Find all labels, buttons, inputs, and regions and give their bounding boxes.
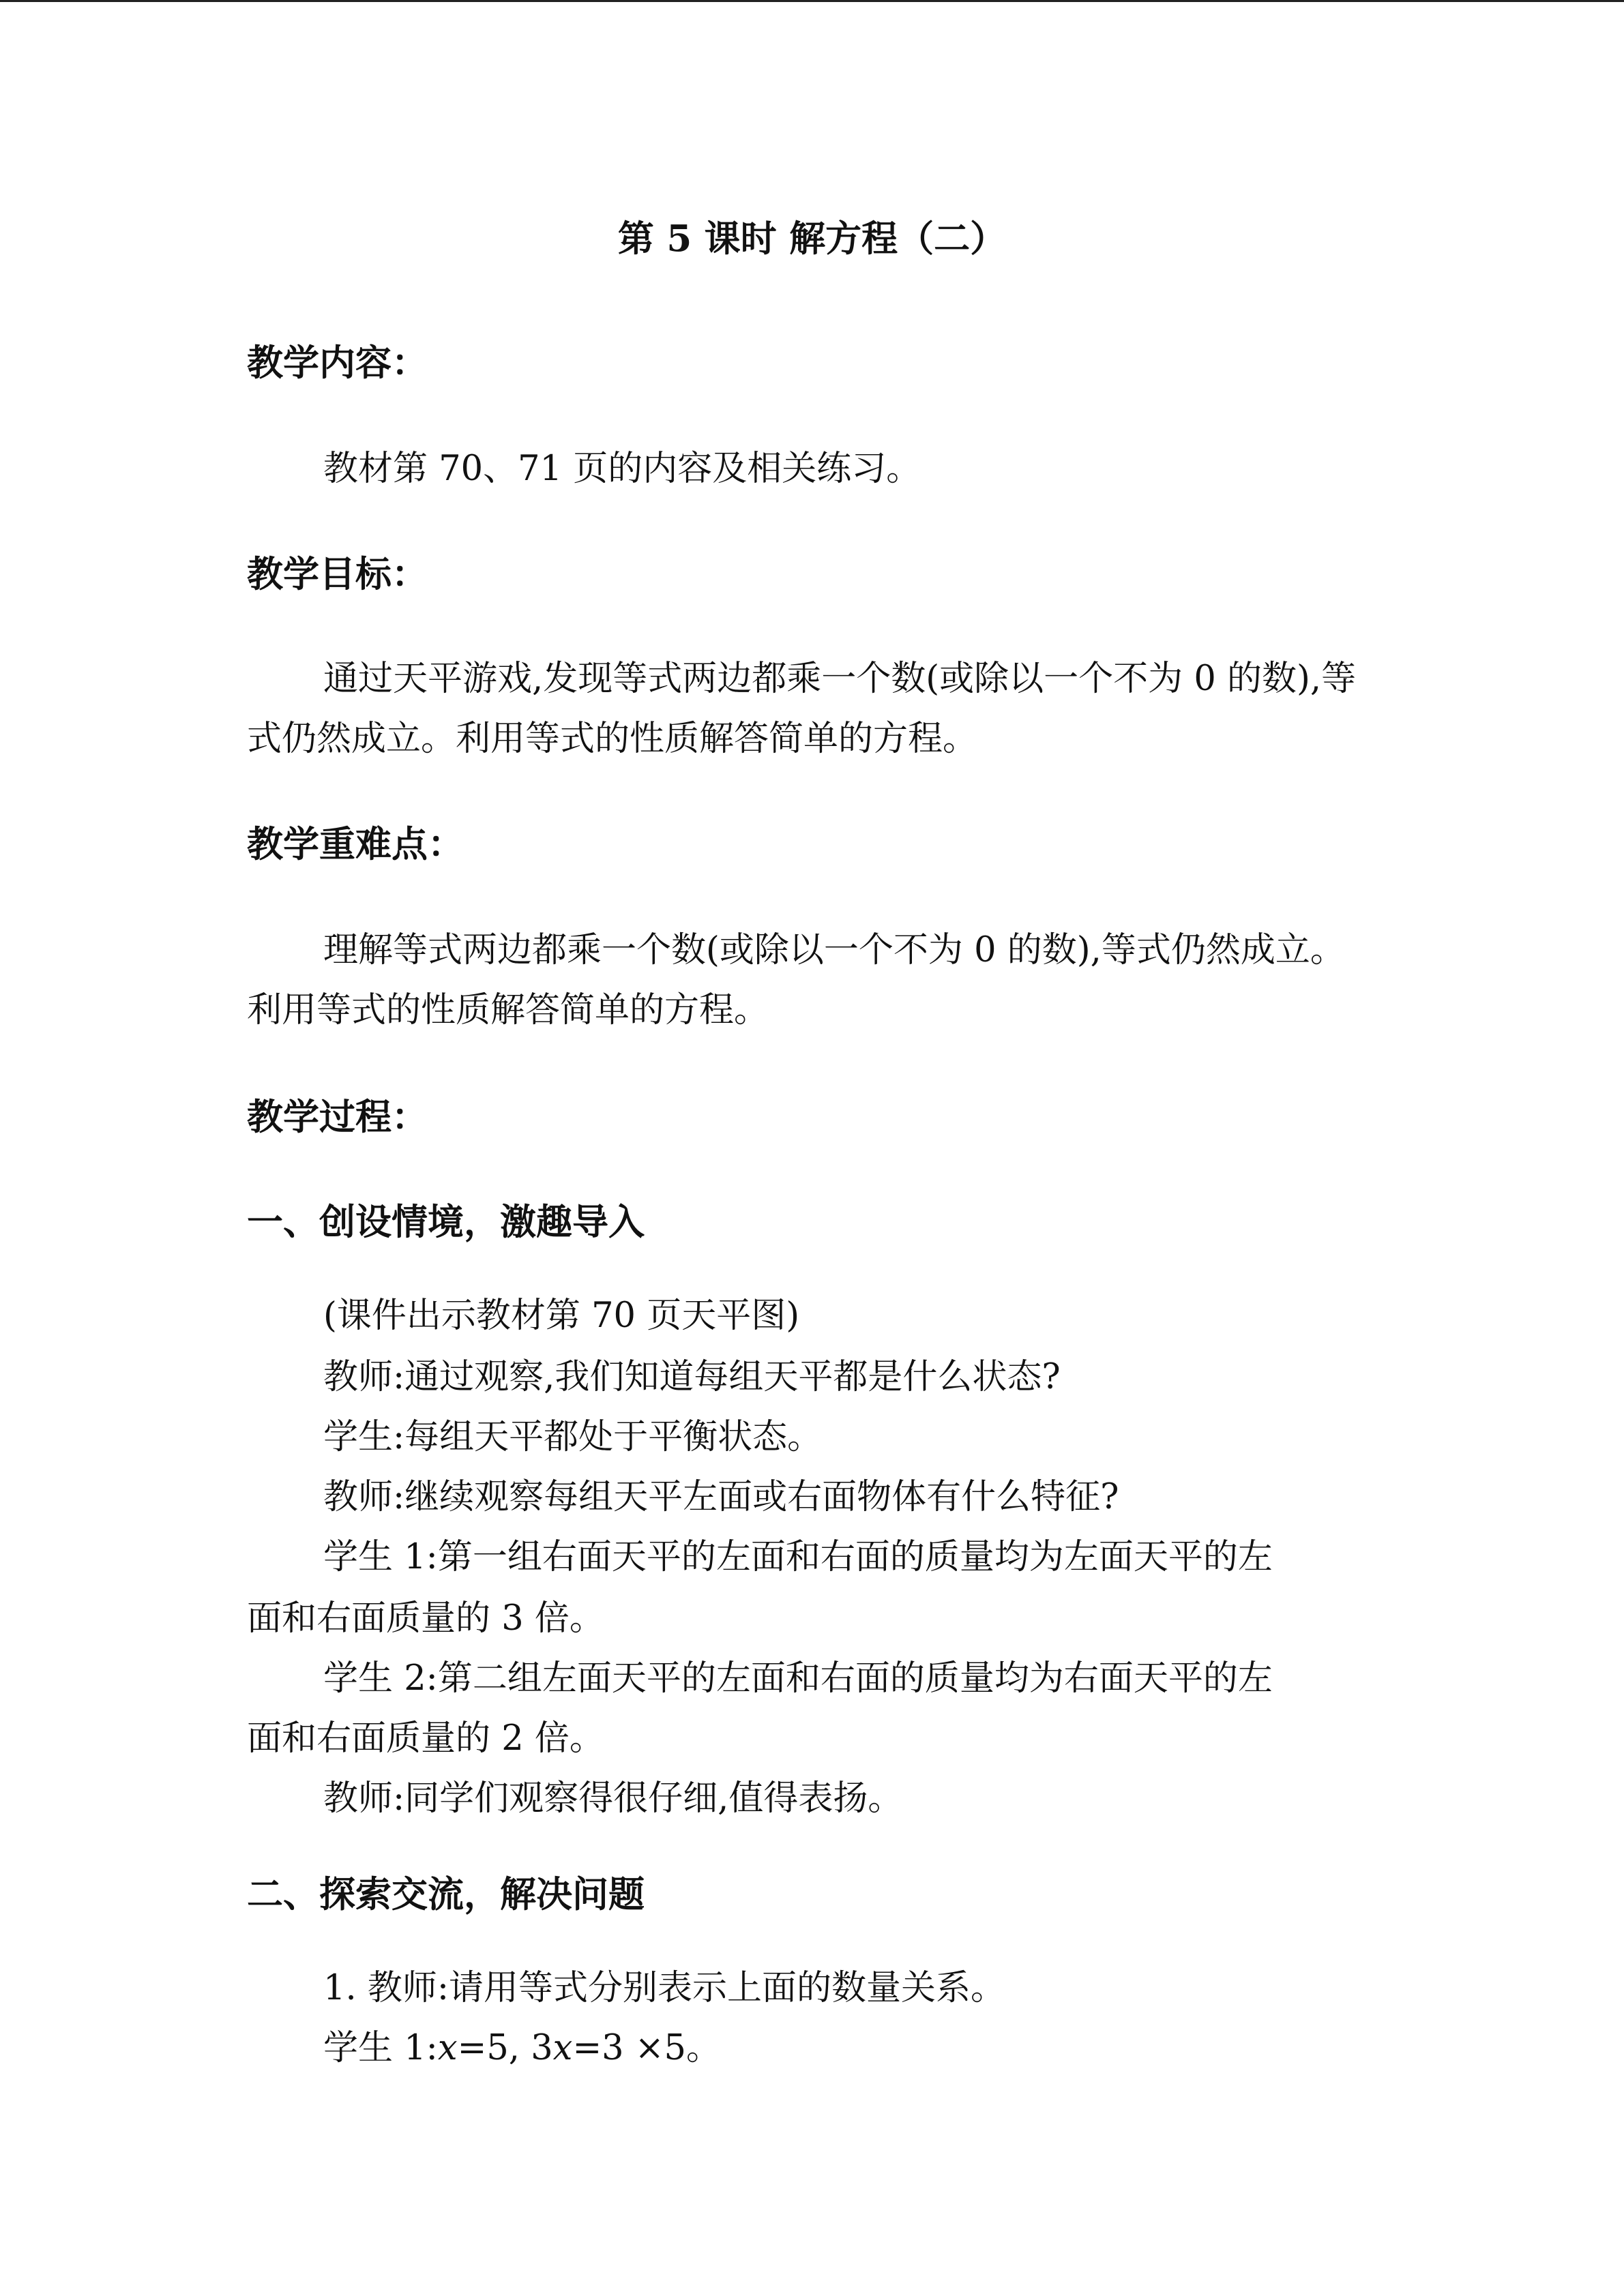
- key-points-text: 理解等式两边都乘一个数(或除以一个不为 0 的数),等式仍然成立。利用等式的性质解答简单的方程。: [247, 930, 1345, 1030]
- heading-part-two: 二、探索交流，解决问题: [247, 1873, 645, 1915]
- teaching-goals-text: 通过天平游戏,发现等式两边都乘一个数(或除以一个不为 0 的数),等式仍然成立。利用等式的性质解答简单的方程。: [247, 659, 1357, 759]
- equation-prefix: 学生 1:: [323, 2028, 438, 2068]
- part-one-line: 学生 1:第一组右面天平的左面和右面的质量均为左面天平的左: [323, 1537, 1273, 1577]
- part-two-line: 1. 教师:请用等式分别表示上面的数量关系。: [323, 1968, 1006, 2008]
- equation-part: =3 ×5。: [572, 2028, 722, 2068]
- part-one-line: 教师:继续观察每组天平左面或右面物体有什么特征?: [323, 1477, 1119, 1517]
- heading-teaching-process: 教学过程：: [247, 1096, 428, 1138]
- part-one-line: 学生 2:第二组左面天平的左面和右面的质量均为右面天平的左: [323, 1658, 1273, 1699]
- part-one-line: 教师:同学们观察得很仔细,值得表扬。: [323, 1778, 903, 1819]
- part-one-line: 教师:通过观察,我们知道每组天平都是什么状态?: [323, 1357, 1061, 1397]
- heading-teaching-goals: 教学目标：: [247, 553, 428, 595]
- document-title: 第 5 课时 解方程（二）: [617, 218, 1007, 260]
- part-one-line: (课件出示教材第 70 页天平图): [323, 1296, 800, 1336]
- heading-part-one: 一、创设情境，激趣导入: [247, 1201, 645, 1243]
- equation-part: =5, 3: [457, 2028, 553, 2068]
- variable-x: x: [552, 2028, 573, 2068]
- part-one-line: 面和右面质量的 3 倍。: [247, 1598, 604, 1639]
- teaching-content-text: 教材第 70、71 页的内容及相关练习。: [323, 449, 921, 489]
- variable-x: x: [437, 2028, 458, 2068]
- part-one-line: 面和右面质量的 2 倍。: [247, 1718, 604, 1759]
- heading-key-points: 教学重难点：: [247, 823, 464, 865]
- top-border-rule: [0, 0, 1624, 2]
- heading-teaching-content: 教学内容：: [247, 342, 428, 384]
- part-one-line: 学生:每组天平都处于平衡状态。: [323, 1417, 823, 1457]
- part-two-equation-line: [323, 2020, 721, 2077]
